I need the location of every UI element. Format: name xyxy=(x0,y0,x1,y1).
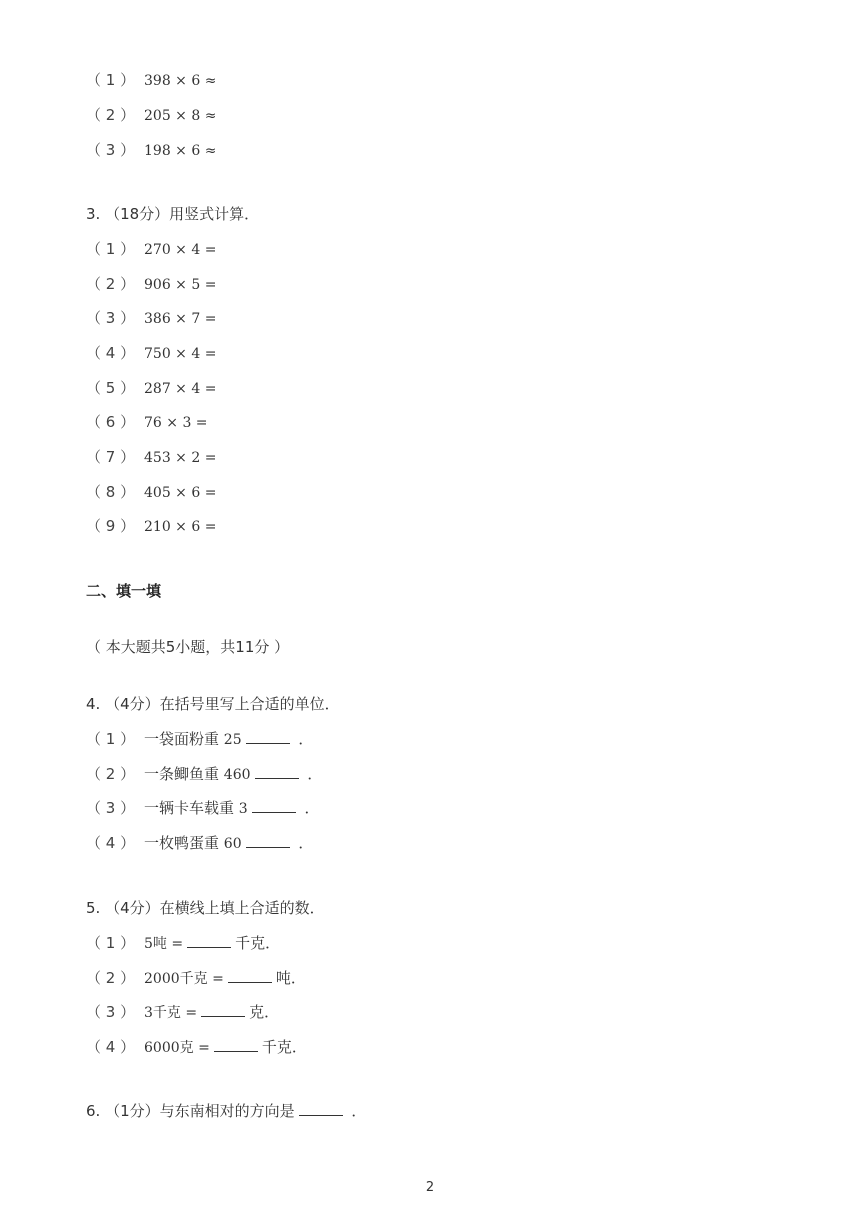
q5-item-2 xyxy=(86,968,306,989)
item-number: （ 2 ） xyxy=(86,765,136,783)
expression: 270 × 4 = xyxy=(144,242,217,258)
q3-item-2 xyxy=(86,274,216,295)
item-number: （ 8 ） xyxy=(86,483,136,501)
item-number: （ 2 ） xyxy=(86,106,136,124)
q3-item-4 xyxy=(86,343,216,364)
item-end: ． xyxy=(298,834,314,852)
expression: 287 × 4 = xyxy=(144,381,217,397)
item-number: （ 4 ） xyxy=(86,834,136,852)
q4-item-1 xyxy=(86,729,313,750)
q5-item-1 xyxy=(86,933,280,954)
q3-item-8 xyxy=(86,482,216,503)
item-left: 3千克 = xyxy=(144,1005,198,1021)
section-heading: 二、填一填 xyxy=(86,582,162,600)
q5-item-4 xyxy=(86,1037,307,1058)
item-unit: 吨． xyxy=(275,969,306,987)
item-end: ． xyxy=(304,799,320,817)
q5-item-3 xyxy=(86,1002,279,1023)
item-end: ． xyxy=(298,730,314,748)
item-text: 一袋面粉重 xyxy=(144,730,220,748)
answer-blank[interactable] xyxy=(246,729,290,744)
expression: 405 × 6 = xyxy=(144,485,217,501)
item-number: （ 5 ） xyxy=(86,379,136,397)
item-left: 5吨 = xyxy=(144,936,184,952)
q3-item-6 xyxy=(86,412,208,433)
q6-title: 6. （1分）与东南相对的方向是 xyxy=(86,1102,295,1120)
section-note: （ 本大题共5小题，共11分 ） xyxy=(86,638,290,656)
item-number: （ 2 ） xyxy=(86,969,136,987)
expression: 386 × 7 = xyxy=(144,311,217,327)
q4-item-2 xyxy=(86,764,322,785)
item-value: 25 xyxy=(223,732,242,748)
item-number: （ 6 ） xyxy=(86,413,136,431)
expression: 205 × 8 ≈ xyxy=(144,108,217,124)
q6 xyxy=(86,1101,366,1121)
answer-blank[interactable] xyxy=(228,968,272,983)
q6-end: ． xyxy=(351,1102,367,1120)
item-left: 2000千克 = xyxy=(144,971,224,987)
item-value: 3 xyxy=(238,801,248,817)
q3-title: 3. （18分）用竖式计算． xyxy=(86,205,260,223)
item-left: 6000克 = xyxy=(144,1040,210,1056)
answer-blank[interactable] xyxy=(187,933,231,948)
expression: 210 × 6 = xyxy=(144,519,217,535)
item-number: （ 4 ） xyxy=(86,344,136,362)
q4-title: 4. （4分）在括号里写上合适的单位． xyxy=(86,695,340,713)
item-number: （ 3 ） xyxy=(86,309,136,327)
q2-item-3 xyxy=(86,140,216,161)
item-unit: 千克． xyxy=(261,1038,307,1056)
expression: 906 × 5 = xyxy=(144,277,217,293)
item-text: 一辆卡车载重 xyxy=(144,799,235,817)
item-number: （ 3 ） xyxy=(86,1003,136,1021)
answer-blank[interactable] xyxy=(252,798,296,813)
expression: 750 × 4 = xyxy=(144,346,217,362)
item-end: ． xyxy=(307,765,323,783)
item-text: 一枚鸭蛋重 xyxy=(144,834,220,852)
item-number: （ 1 ） xyxy=(86,240,136,258)
q2-item-2 xyxy=(86,105,216,126)
answer-blank[interactable] xyxy=(246,833,290,848)
item-text: 一条鲫鱼重 xyxy=(144,765,220,783)
q3-item-9 xyxy=(86,516,216,537)
page-number: 2 xyxy=(425,1180,435,1195)
expression: 198 × 6 ≈ xyxy=(144,143,217,159)
item-value: 60 xyxy=(223,836,242,852)
expression: 398 × 6 ≈ xyxy=(144,73,217,89)
item-value: 460 xyxy=(223,767,251,783)
answer-blank[interactable] xyxy=(255,764,299,779)
q5-title: 5. （4分）在横线上填上合适的数． xyxy=(86,899,325,917)
item-number: （ 4 ） xyxy=(86,1038,136,1056)
item-unit: 克． xyxy=(249,1003,280,1021)
answer-blank[interactable] xyxy=(201,1002,245,1017)
q3-item-7 xyxy=(86,447,216,468)
q4-item-4 xyxy=(86,833,313,854)
q3-item-5 xyxy=(86,378,216,399)
item-number: （ 3 ） xyxy=(86,799,136,817)
item-number: （ 2 ） xyxy=(86,275,136,293)
q3-item-3 xyxy=(86,308,216,329)
q4-item-3 xyxy=(86,798,320,819)
expression: 453 × 2 = xyxy=(144,450,217,466)
item-number: （ 9 ） xyxy=(86,517,136,535)
q3-item-1 xyxy=(86,239,216,260)
item-number: （ 1 ） xyxy=(86,730,136,748)
answer-blank[interactable] xyxy=(214,1037,258,1052)
q2-item-1 xyxy=(86,70,216,91)
item-number: （ 7 ） xyxy=(86,448,136,466)
answer-blank[interactable] xyxy=(299,1101,343,1116)
expression: 76 × 3 = xyxy=(144,415,208,431)
item-number: （ 3 ） xyxy=(86,141,136,159)
item-unit: 千克． xyxy=(235,934,281,952)
item-number: （ 1 ） xyxy=(86,934,136,952)
item-number: （ 1 ） xyxy=(86,71,136,89)
